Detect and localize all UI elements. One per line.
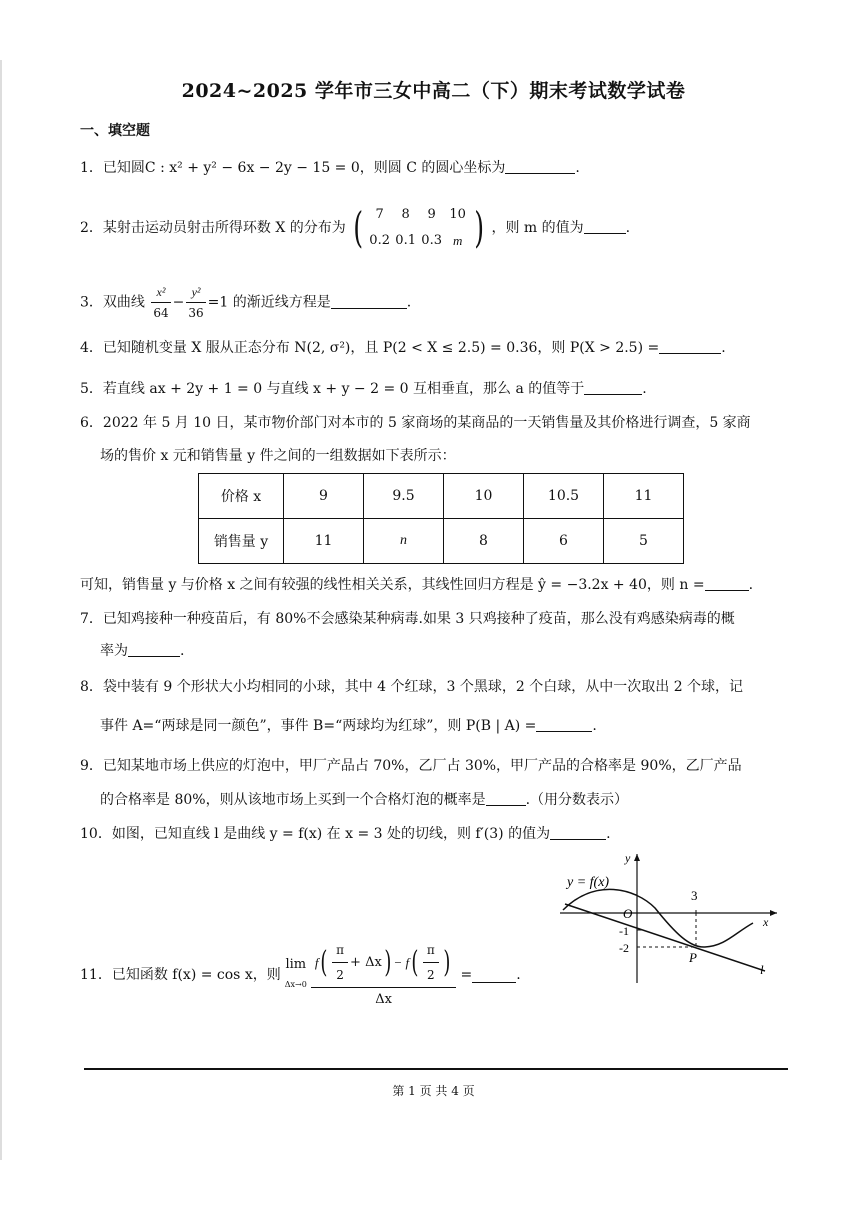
question-text: 双曲线	[102, 294, 145, 311]
tick-y1-label: -1	[619, 924, 629, 938]
section-heading: 一、填空题	[80, 123, 150, 139]
function-graph	[555, 848, 785, 988]
numerator: π	[423, 940, 439, 963]
paren-left: (	[411, 944, 419, 980]
denominator: 64	[153, 306, 169, 320]
punct: .	[516, 967, 521, 983]
paren-right: )	[443, 944, 451, 980]
question-text: 的合格率是 80%，则从该地市场上买到一个合格灯泡的概率是	[100, 792, 486, 808]
numerator	[311, 940, 457, 988]
question-1	[80, 158, 580, 178]
tangent-line	[565, 904, 765, 971]
question-9-line-2	[100, 790, 628, 810]
equals-sign: =	[460, 967, 473, 983]
paren-right: )	[473, 203, 484, 252]
table-cell: n	[364, 519, 444, 564]
question-number: 8．	[80, 679, 103, 695]
answer-blank[interactable]	[550, 825, 606, 840]
punct: .	[748, 577, 754, 593]
paren-left: (	[320, 944, 328, 980]
question-3	[80, 282, 411, 323]
answer-blank[interactable]	[536, 717, 592, 732]
denominator: Δx	[375, 992, 393, 1007]
answer-blank[interactable]	[659, 339, 721, 354]
answer-blank[interactable]	[505, 159, 575, 174]
matrix-cell: 7	[375, 207, 384, 222]
table-row	[199, 519, 684, 564]
table-cell: 5	[604, 519, 684, 564]
question-text: 已知函数 f(x) = cos x，则	[111, 967, 281, 983]
answer-blank[interactable]	[472, 968, 516, 983]
fraction	[151, 282, 170, 323]
question-6-line-3	[80, 575, 753, 595]
point-label: P	[689, 950, 697, 965]
fraction	[332, 940, 348, 985]
table-cell: 11	[604, 474, 684, 519]
question-text: 若直线 ax + 2y + 1 = 0 与直线 x + y − 2 = 0 互相垂直，那么 a 的值等于	[102, 381, 585, 397]
matrix-cell: 10	[449, 207, 466, 222]
answer-blank[interactable]	[584, 219, 626, 234]
question-text: 已知鸡接种一种疫苗后，有 80%不会感染某种病毒.如果 3 只鸡接种了疫苗，那么没有鸡感染病毒的概	[102, 611, 735, 627]
question-number: 7．	[80, 611, 103, 627]
origin-label: O	[623, 906, 633, 921]
question-number: 1．	[80, 160, 103, 176]
answer-blank[interactable]	[128, 642, 180, 657]
question-text: 已知圆C : x² + y² − 6x − 2y − 15 = 0，则圆 C 的圆心坐标为	[102, 160, 506, 176]
denominator: 2	[427, 968, 435, 982]
x-axis-arrow-icon	[770, 910, 777, 916]
minus-sign: −	[172, 294, 185, 311]
line-label: l	[760, 962, 764, 977]
question-text: 率为	[100, 643, 128, 659]
limit-text: lim	[285, 957, 307, 972]
question-7-line-2	[100, 641, 184, 661]
matrix-cell: m	[452, 233, 463, 248]
punct: .	[592, 718, 597, 734]
page-edge	[0, 60, 2, 1160]
numerator: y²	[186, 282, 205, 303]
limit-operator	[285, 955, 307, 995]
question-text: 某射击运动员射击所得环数 X 的分布为	[102, 220, 346, 236]
matrix-cell: 8	[401, 207, 410, 222]
punct: .	[575, 160, 580, 176]
punct: .	[721, 340, 726, 356]
fraction	[423, 940, 439, 985]
y-axis-arrow-icon	[634, 854, 640, 861]
answer-blank[interactable]	[584, 380, 642, 395]
table-cell: 11	[284, 519, 364, 564]
question-9-line-1	[80, 756, 742, 776]
question-number: 5．	[80, 381, 103, 397]
table-cell: 9	[284, 474, 364, 519]
table-cell: 9.5	[364, 474, 444, 519]
curve-f	[563, 889, 753, 947]
tick-y2-label: -2	[619, 941, 629, 955]
question-text: 事件 A=“两球是同一颜色”，事件 B=“两球均为红球”，则 P(B | A) =	[100, 718, 537, 734]
y-axis-label: y	[625, 851, 631, 865]
x-axis-label: x	[763, 915, 769, 929]
table-cell: 6	[524, 519, 604, 564]
difference-quotient	[311, 940, 457, 1010]
punct: .	[606, 826, 611, 842]
question-number: 9．	[80, 758, 103, 774]
numerator: x²	[151, 282, 170, 303]
page-footer: 第 1 页 共 4 页	[392, 1084, 475, 1098]
table-cell: 10.5	[524, 474, 604, 519]
question-number: 10．	[80, 826, 112, 842]
question-6-line-2: 场的售价 x 元和销售量 y 件之间的一组数据如下表所示：	[100, 448, 456, 464]
punct: .	[180, 643, 185, 659]
table-cell: 10	[444, 474, 524, 519]
paren-left: (	[353, 203, 364, 252]
matrix-cell: 0.2	[369, 233, 390, 248]
question-8-line-2	[100, 716, 597, 736]
question-number: 4．	[80, 340, 103, 356]
question-number: 11．	[80, 967, 112, 983]
price-sales-table	[198, 473, 684, 564]
distribution-matrix	[350, 205, 487, 251]
table-cell: 8	[444, 519, 524, 564]
table-row	[199, 474, 684, 519]
question-text: 如图，已知直线 l 是曲线 y = f(x) 在 x = 3 处的切线，则 f′(3) 的值为	[111, 826, 551, 842]
minus-func: − f	[393, 954, 410, 970]
answer-blank[interactable]	[331, 294, 407, 309]
plus-delta: + Δx	[350, 954, 382, 970]
fraction	[186, 282, 205, 323]
question-text: 袋中装有 9 个形状大小均相同的小球，其中 4 个红球，3 个黑球，2 个白球，从中一次取出 2 个球，记	[102, 679, 744, 695]
question-4	[80, 338, 726, 358]
denominator: 2	[336, 968, 344, 982]
func-symbol: f	[314, 954, 319, 970]
question-10	[80, 824, 611, 844]
function-label: y = f(x)	[567, 875, 610, 890]
question-6-line-1	[80, 413, 751, 433]
question-number: 2．	[80, 220, 103, 236]
question-2	[80, 205, 630, 251]
table-header-cell: 销售量 y	[199, 519, 284, 564]
question-text: 可知，销售量 y 与价格 x 之间有较强的线性相关关系，其线性回归方程是 ŷ = −3.2x + 40，则 n =	[80, 577, 705, 593]
punct: .	[642, 381, 647, 397]
paren-right: )	[384, 944, 392, 980]
question-number: 3．	[80, 294, 103, 311]
punct: .（用分数表示）	[525, 792, 629, 808]
question-7-line-1	[80, 609, 735, 629]
punct: .	[406, 294, 412, 311]
question-5	[80, 379, 647, 399]
matrix-cell: 9	[427, 207, 436, 222]
question-text: 已知随机变量 X 服从正态分布 N(2, σ²)，且 P(2 < X ≤ 2.5) = 0.36，则 P(X > 2.5) =	[102, 340, 660, 356]
matrix-cell: 0.3	[421, 233, 442, 248]
question-8-line-1	[80, 677, 743, 697]
question-11	[80, 940, 521, 1010]
page-title: 2024~2025 学年市三女中高二（下）期末考试数学试卷	[181, 80, 686, 102]
matrix-cell: 0.1	[395, 233, 416, 248]
numerator: π	[332, 940, 348, 963]
punct: .	[625, 220, 631, 236]
footer-divider	[84, 1068, 788, 1070]
answer-blank[interactable]	[486, 791, 526, 806]
matrix-grid	[367, 205, 471, 251]
answer-blank[interactable]	[705, 576, 749, 591]
question-text: =1 的渐近线方程是	[207, 294, 331, 311]
question-text: 已知某地市场上供应的灯泡中，甲厂产品占 70%，乙厂占 30%，甲厂产品的合格率是 90%，乙厂产品	[102, 758, 742, 774]
tick-x-label: 3	[691, 888, 698, 903]
question-number: 6．	[80, 415, 103, 431]
limit-subscript: Δx→0	[284, 980, 307, 989]
table-header-cell: 价格 x	[199, 474, 284, 519]
question-text: 2022 年 5 月 10 日，某市物价部门对本市的 5 家商场的某商品的一天销售量及其价格进行调查，5 家商	[102, 415, 751, 431]
denominator: 36	[188, 306, 204, 320]
question-text: ，则 m 的值为	[491, 220, 584, 236]
